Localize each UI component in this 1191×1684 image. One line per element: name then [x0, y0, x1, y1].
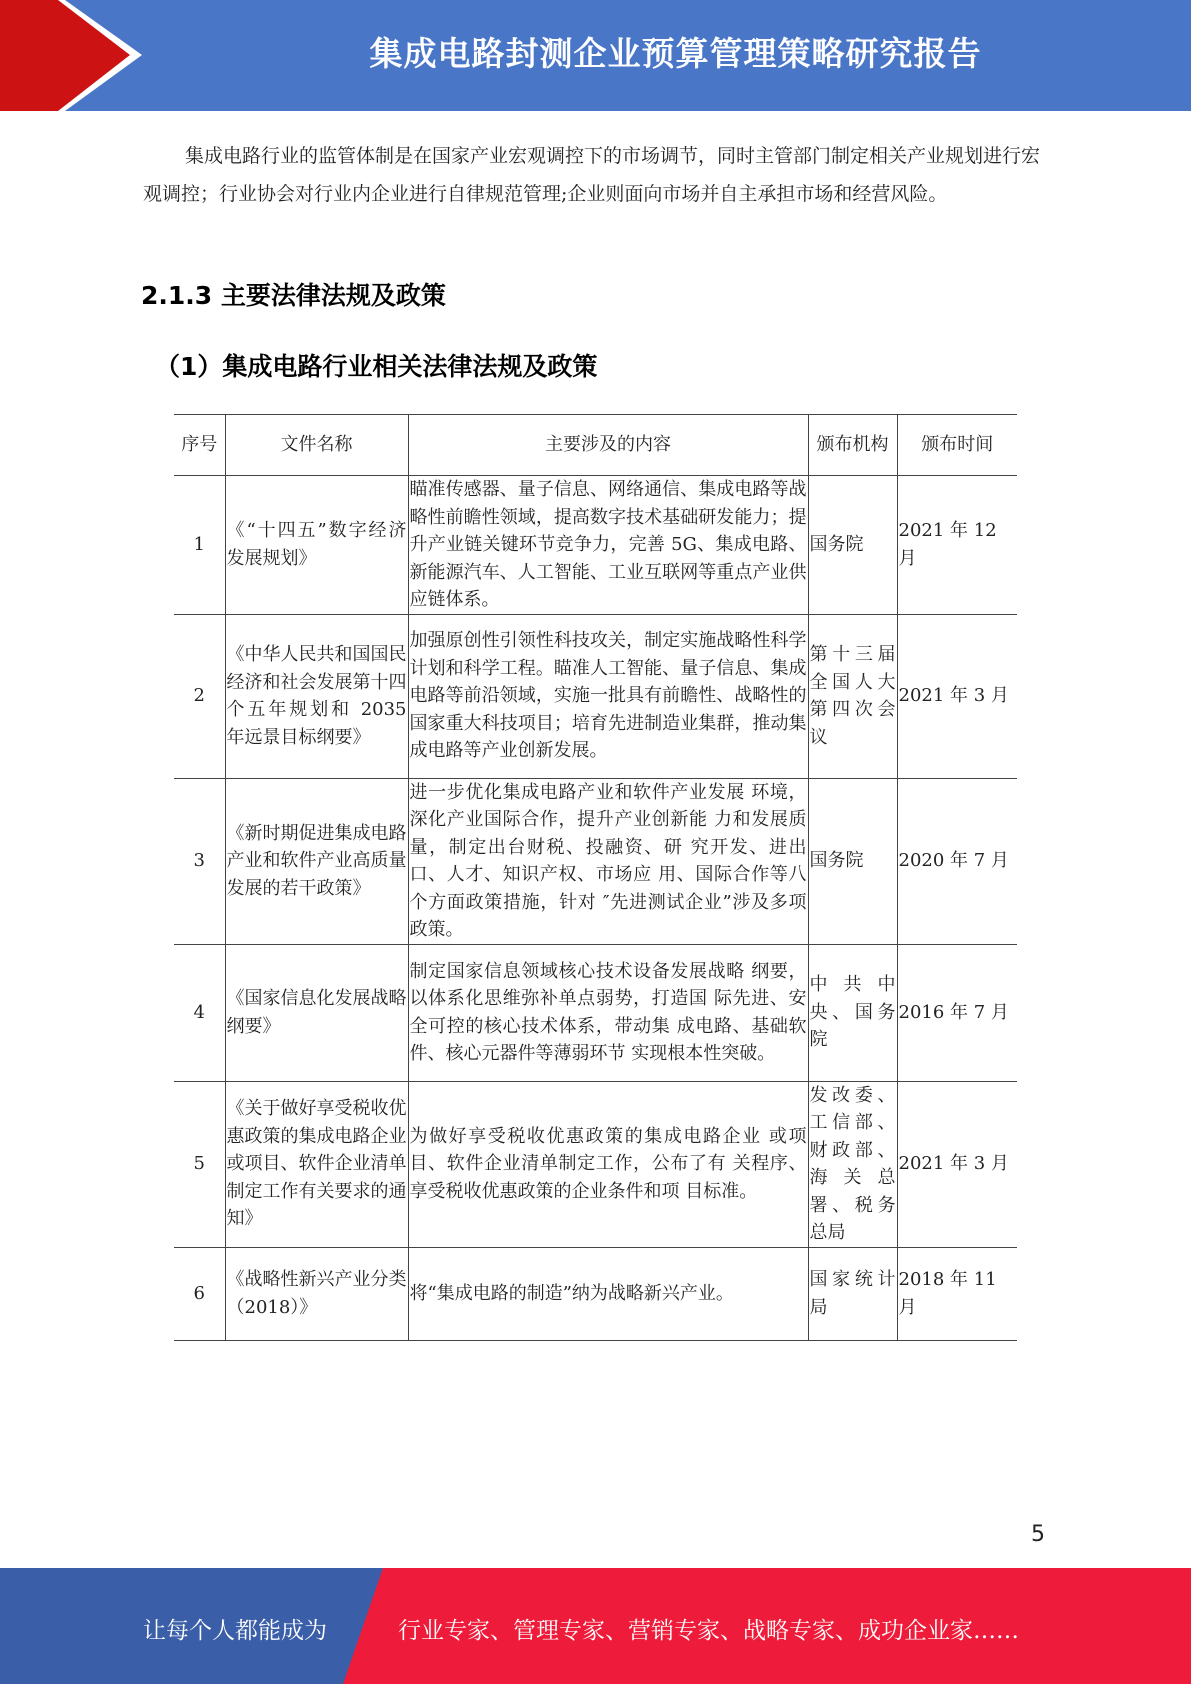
cell-name: 《战略性新兴产业分类（2018）》	[225, 1247, 408, 1340]
cell-no: 3	[174, 778, 225, 944]
regulations-table	[174, 414, 1017, 1341]
cell-content: 加强原创性引领性科技攻关，制定实施战略性科学计划和科学工程。瞄准人工智能、量子信息、集成电路等前沿领域，实施一批具有前瞻性、战略性的国家重大科技项目；培育先进制造业集群，推动集成电路等产业创新发展。	[408, 614, 808, 778]
cell-name: 《国家信息化发展战略纲要》	[225, 944, 408, 1081]
header-chevron-decoration	[0, 0, 150, 111]
cell-org: 第十三届全国人大第四次会议	[808, 614, 897, 778]
cell-no: 4	[174, 944, 225, 1081]
header-name: 文件名称	[225, 415, 408, 476]
header-date: 颁布时间	[897, 415, 1017, 476]
cell-org: 国务院	[808, 476, 897, 615]
cell-date: 2018 年 11 月	[897, 1247, 1017, 1340]
table-row	[174, 476, 1017, 615]
table-row	[174, 1247, 1017, 1340]
cell-no: 6	[174, 1247, 225, 1340]
intro-paragraph: 集成电路行业的监管体制是在国家产业宏观调控下的市场调节，同时主管部门制定相关产业规划进行宏观调控；行业协会对行业内企业进行自律规范管理;企业则面向市场并自主承担市场和经营风险。	[143, 145, 1041, 205]
cell-date: 2021 年 3 月	[897, 614, 1017, 778]
cell-org: 国家统计局	[808, 1247, 897, 1340]
cell-date: 2016 年 7 月	[897, 944, 1017, 1081]
cell-name: 《关于做好享受税收优惠政策的集成电路企业或项目、软件企业清单制定工作有关要求的通知》	[225, 1081, 408, 1247]
table-header-row	[174, 415, 1017, 476]
cell-date: 2021 年 3 月	[897, 1081, 1017, 1247]
header-org: 颁布机构	[808, 415, 897, 476]
cell-name: 《中华人民共和国国民经济和社会发展第十四个五年规划和 2035 年远景目标纲要》	[225, 614, 408, 778]
report-title: 集成电路封测企业预算管理策略研究报告	[369, 34, 982, 73]
table-row	[174, 1081, 1017, 1247]
page-number: 5	[1031, 1522, 1045, 1547]
cell-date: 2021 年 12 月	[897, 476, 1017, 615]
header-content: 主要涉及的内容	[408, 415, 808, 476]
cell-name: 《新时期促进集成电路产业和软件产业高质量发展的若干政策》	[225, 778, 408, 944]
section-heading: 2.1.3 主要法律法规及政策	[141, 281, 446, 310]
table-row	[174, 778, 1017, 944]
cell-content: 将“集成电路的制造”纳为战略新兴产业。	[408, 1247, 808, 1340]
table-row	[174, 614, 1017, 778]
header-no: 序号	[174, 415, 225, 476]
cell-content: 进一步优化集成电路产业和软件产业发展 环境，深化产业国际合作，提升产业创新能 力和发展质量，制定出台财税、投融资、研 究开发、进出口、人才、知识产权、市场应 用、国际合作等八个方面政策措施，针对 ″先进测试企业”涉及多项政策。	[408, 778, 808, 944]
cell-no: 5	[174, 1081, 225, 1247]
cell-org: 国务院	[808, 778, 897, 944]
cell-date: 2020 年 7 月	[897, 778, 1017, 944]
table-row	[174, 944, 1017, 1081]
cell-name: 《“十四五”数字经济发展规划》	[225, 476, 408, 615]
cell-content: 为做好享受税收优惠政策的集成电路企业 或项目、软件企业清单制定工作，公布了有 关程序、享受税收优惠政策的企业条件和项 目标准。	[408, 1081, 808, 1247]
cell-no: 2	[174, 614, 225, 778]
subsection-heading: （1）集成电路行业相关法律法规及政策	[155, 352, 598, 381]
cell-no: 1	[174, 476, 225, 615]
header-band	[0, 0, 1191, 111]
footer-slogan-left: 让每个人都能成为	[143, 1618, 327, 1644]
cell-content: 制定国家信息领域核心技术设备发展战略 纲要，以体系化思维弥补单点弱势，打造国 际先进、安全可控的核心技术体系，带动集 成电路、基础软件、核心元器件等薄弱环节 实现根本性突破。	[408, 944, 808, 1081]
cell-org: 发改委、工信部、财政部、海关总署、税务总局	[808, 1081, 897, 1247]
footer-slogan-right: 行业专家、管理专家、营销专家、战略专家、成功企业家……	[398, 1618, 1019, 1644]
cell-content: 瞄准传感器、量子信息、网络通信、集成电路等战略性前瞻性领域，提高数字技术基础研发能力；提升产业链关键环节竞争力，完善 5G、集成电路、新能源汽车、人工智能、工业互联网等重点产业供应链体系。	[408, 476, 808, 615]
cell-org: 中共中央、国务院	[808, 944, 897, 1081]
